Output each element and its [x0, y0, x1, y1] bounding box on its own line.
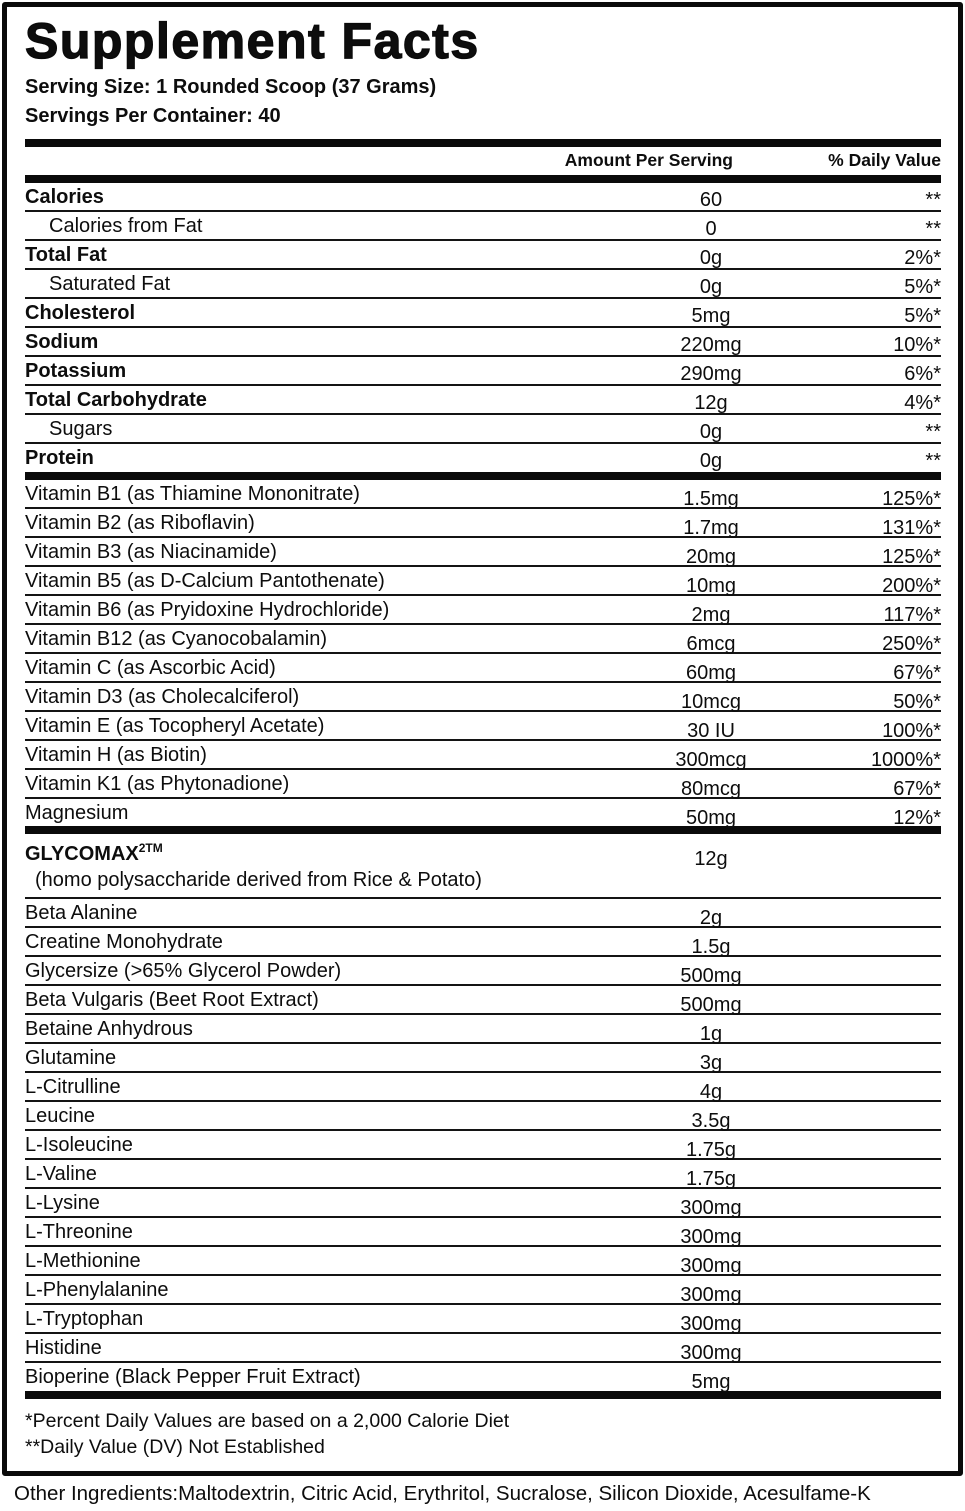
row-daily-value: 4%* [904, 392, 941, 414]
row-label: Vitamin H (as Biotin) [25, 743, 207, 766]
row-label: L-Tryptophan [25, 1308, 144, 1330]
row-daily-value: ** [925, 189, 941, 211]
row-label: L-Lysine [25, 1192, 100, 1214]
table-row [25, 625, 941, 654]
row-amount: 300mg [680, 1197, 742, 1219]
table-row [25, 1305, 941, 1334]
row-daily-value: 67%* [893, 777, 941, 800]
table-row [25, 928, 941, 957]
row-amount: 500mg [680, 994, 742, 1016]
table-row [25, 596, 941, 625]
row-label: Vitamin E (as Tocopheryl Acetate) [25, 714, 325, 737]
row-amount: 1.5mg [683, 487, 739, 510]
table-row [25, 1218, 941, 1247]
row-amount: 300mcg [675, 748, 747, 771]
row-label: Magnesium [25, 801, 129, 824]
row-label: Creatine Monohydrate [25, 931, 223, 953]
table-row [25, 799, 941, 827]
row-label: Calories [25, 186, 104, 208]
row-label: L-Threonine [25, 1221, 133, 1243]
row-amount: 6mcg [686, 632, 736, 655]
table-row [25, 1073, 941, 1102]
row-label: Total Carbohydrate [25, 389, 207, 411]
table-row [25, 1363, 941, 1391]
row-amount: 3g [699, 1052, 723, 1074]
table-row [25, 741, 941, 770]
row-amount: 0 [705, 218, 717, 240]
row-amount: 60 [699, 189, 723, 211]
row-amount: 1g [699, 1023, 723, 1045]
footnotes [25, 1399, 941, 1471]
row-daily-value: 250%* [882, 632, 941, 655]
row-daily-value: 10%* [893, 334, 941, 356]
row-label: Glycersize (>65% Glycerol Powder) [25, 960, 342, 982]
panel-title: Supplement Facts [25, 13, 480, 69]
table-row [25, 770, 941, 799]
table-row [25, 1189, 941, 1218]
row-amount: 30 IU [687, 719, 735, 742]
table-row [25, 538, 941, 567]
table-row [25, 357, 941, 386]
row-amount: 80mcg [680, 777, 742, 800]
row-daily-value: 1000%* [870, 748, 941, 771]
divider-thick [25, 139, 941, 147]
row-label: Calories from Fat [49, 215, 203, 237]
table-row [25, 712, 941, 741]
table-row [25, 1131, 941, 1160]
row-amount: 5mg [691, 305, 731, 327]
row-amount: 1.75g [685, 1168, 737, 1190]
ingredient-blend-rows-section [25, 834, 941, 1391]
table-row [25, 1015, 941, 1044]
table-row [25, 1276, 941, 1305]
row-daily-value: 50%* [893, 690, 941, 713]
column-header-row [25, 147, 941, 175]
row-daily-value: ** [925, 421, 941, 443]
table-row [25, 1102, 941, 1131]
table-row [25, 654, 941, 683]
table-row [25, 1044, 941, 1073]
row-daily-value: 125%* [882, 545, 941, 568]
row-amount: 50mg [685, 806, 737, 829]
table-row [25, 212, 941, 241]
row-daily-value: 131%* [882, 516, 941, 539]
row-label: L-Methionine [25, 1250, 141, 1272]
table-row [25, 183, 941, 212]
row-label: Histidine [25, 1337, 102, 1359]
row-amount: 220mg [680, 334, 742, 356]
table-row [25, 241, 941, 270]
nutrient-rows-section [25, 183, 941, 472]
table-row [25, 1247, 941, 1276]
row-label: Vitamin B12 (as Cyanocobalamin) [25, 627, 328, 650]
serving-size-line: Serving Size: 1 Rounded Scoop (37 Grams) [25, 76, 437, 98]
table-row [25, 683, 941, 712]
row-label: Vitamin D3 (as Cholecalciferol) [25, 685, 300, 708]
row-amount: 0g [699, 276, 723, 298]
other-ingredients-line: Other Ingredients:Maltodextrin, Citric Acid, Erythritol, Sucralose, Silicon Dioxide, Acesulfame-K [14, 1481, 871, 1505]
row-amount: 300mg [680, 1255, 742, 1277]
row-label: Potassium [25, 360, 127, 382]
table-row-group [25, 834, 941, 899]
row-label: L-Phenylalanine [25, 1279, 169, 1301]
row-amount: 500mg [680, 965, 742, 987]
row-daily-value: 5%* [904, 305, 941, 327]
row-label: L-Isoleucine [25, 1134, 133, 1156]
column-header-daily-value: % Daily Value [828, 150, 941, 170]
row-daily-value: 200%* [882, 574, 941, 597]
table-row [25, 1160, 941, 1189]
row-label: L-Citrulline [25, 1076, 121, 1098]
row-amount: 290mg [680, 363, 742, 385]
row-label: Vitamin B1 (as Thiamine Mononitrate) [25, 482, 360, 505]
table-row [25, 509, 941, 538]
row-label: Cholesterol [25, 302, 136, 324]
row-daily-value: 67%* [893, 661, 941, 684]
table-row [25, 986, 941, 1015]
row-label: Sugars [49, 418, 113, 440]
row-label: Sodium [25, 331, 99, 353]
row-amount: 20mg [685, 545, 737, 568]
table-row [25, 567, 941, 596]
divider-thick [25, 175, 941, 183]
row-amount: 12g [694, 392, 728, 414]
row-amount: 5mg [691, 1371, 731, 1393]
table-row [25, 386, 941, 415]
row-amount: 0g [699, 450, 723, 472]
row-daily-value: 125%* [882, 487, 941, 510]
row-daily-value: 12%* [893, 806, 941, 829]
table-row [25, 480, 941, 509]
row-amount: 10mcg [680, 690, 742, 713]
row-label: Vitamin B2 (as Riboflavin) [25, 511, 255, 534]
row-amount: 10mg [685, 574, 737, 597]
servings-per-container-line: Servings Per Container: 40 [25, 105, 281, 127]
row-amount: 4g [699, 1081, 723, 1103]
row-label: $GLYCOMAX^{2TM}$ [25, 841, 163, 865]
table-row [25, 328, 941, 357]
row-amount: 300mg [680, 1226, 742, 1248]
table-row [25, 957, 941, 986]
trademark-superscript: 2TM [138, 841, 163, 855]
footnote-dv-not-established: **Daily Value (DV) Not Established [25, 1435, 325, 1458]
table-row [25, 834, 941, 870]
row-label: Vitamin B5 (as D-Calcium Pantothenate) [25, 569, 385, 592]
row-amount: 300mg [680, 1313, 742, 1335]
table-row [25, 1334, 941, 1363]
row-amount: 1.75g [685, 1139, 737, 1161]
table-row [25, 270, 941, 299]
row-label: Vitamin C (as Ascorbic Acid) [25, 656, 276, 679]
row-amount: 1.5g [691, 936, 731, 958]
row-daily-value: 6%* [904, 363, 941, 385]
row-daily-value: 100%* [882, 719, 941, 742]
row-daily-value: ** [925, 218, 941, 240]
row-amount: 300mg [680, 1284, 742, 1306]
footnote-daily-values: *Percent Daily Values are based on a 2,000 Calorie Diet [25, 1409, 510, 1432]
row-amount: 60mg [685, 661, 737, 684]
row-amount: 300mg [680, 1342, 742, 1364]
vitamin-rows-section [25, 480, 941, 827]
table-row [25, 444, 941, 472]
row-amount: 2mg [691, 603, 731, 626]
row-sublabel: (homo polysaccharide derived from Rice & Potato) [35, 869, 482, 891]
row-amount: 3.5g [691, 1110, 731, 1132]
row-daily-value: ** [925, 450, 941, 472]
row-label: Bioperine (Black Pepper Fruit Extract) [25, 1366, 361, 1388]
row-label: Vitamin K1 (as Phytonadione) [25, 772, 290, 795]
supplement-facts-panel [2, 2, 963, 1476]
row-label: Beta Alanine [25, 902, 138, 924]
table-row [25, 415, 941, 444]
row-label: Leucine [25, 1105, 96, 1127]
row-label: Glutamine [25, 1047, 117, 1069]
table-row [25, 299, 941, 328]
row-daily-value: 117%* [883, 603, 941, 626]
row-label: Beta Vulgaris (Beet Root Extract) [25, 989, 319, 1011]
row-label: Betaine Anhydrous [25, 1018, 193, 1040]
column-header-amount-per-serving: Amount Per Serving [564, 150, 733, 170]
row-amount: 2g [699, 907, 723, 929]
row-daily-value: 2%* [904, 247, 941, 269]
row-daily-value: 5%* [904, 276, 941, 298]
row-amount: 1.7mg [683, 516, 739, 539]
row-label: Vitamin B3 (as Niacinamide) [25, 540, 277, 563]
row-label: Saturated Fat [49, 273, 171, 295]
row-amount: 0g [699, 421, 723, 443]
row-label: Protein [25, 447, 94, 469]
row-label: Vitamin B6 (as Pryidoxine Hydrochloride) [25, 598, 390, 621]
table-row [25, 899, 941, 928]
row-amount: 12g [694, 848, 728, 870]
row-amount: 0g [699, 247, 723, 269]
row-label: L-Valine [25, 1163, 97, 1185]
row-label: Total Fat [25, 244, 107, 266]
